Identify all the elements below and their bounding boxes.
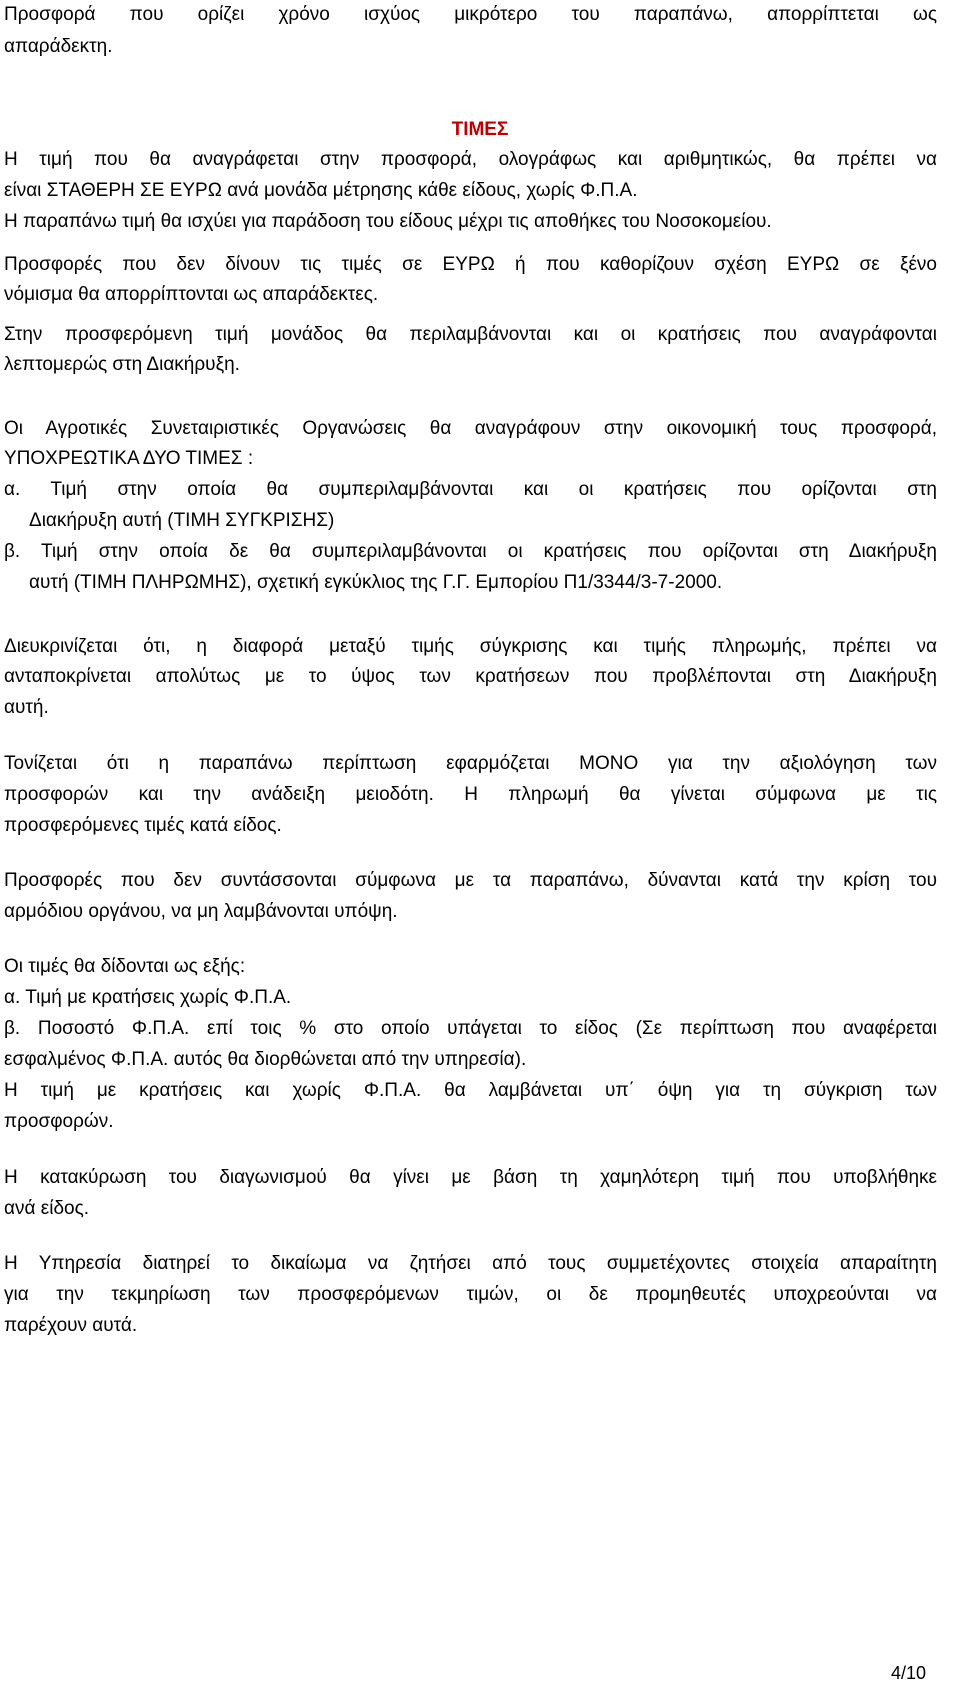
paragraph-cooperatives-line-1: Οι Αγροτικές Συνεταιριστικές Οργανώσεις θα αναγράφουν στην οικονομική τους προσφορά,: [4, 418, 937, 439]
paragraph-emphasis-line-2: προσφορών και την ανάδειξη μειοδότη. Η πληρωμή θα γίνεται σύμφωνα με τις: [4, 784, 937, 805]
paragraph-deductions-line-2: λεπτομερώς στη Διακήρυξη.: [4, 354, 240, 375]
item-a-comparison-line-2: Διακήρυξη αυτή (ΤΙΜΗ ΣΥΓΚΡΙΣΗΣ): [29, 510, 335, 531]
paragraph-price-format-line-3: β. Ποσοστό Φ.Π.Α. επί τοις % στο οποίο υπάγεται το είδος (Σε περίπτωση που αναφέρεται: [4, 1018, 937, 1039]
paragraph-price-format-line-5: Η τιμή με κρατήσεις και χωρίς Φ.Π.Α. θα λαμβάνεται υπ΄ όψη για τη σύγκριση των: [4, 1080, 937, 1101]
paragraph-noncompliant-line-2: αρμόδιου οργάνου, να μη λαμβάνονται υπόψη.: [4, 901, 398, 922]
paragraph-rights-line-1: Η Υπηρεσία διατηρεί το δικαίωμα να ζητήσει από τους συμμετέχοντες στοιχεία απαραίτητη: [4, 1253, 937, 1274]
paragraph-rights-line-3: παρέχουν αυτά.: [4, 1315, 138, 1336]
paragraph-clarification-line-3: αυτή.: [4, 697, 49, 718]
paragraph-emphasis-line-1: Τονίζεται ότι η παραπάνω περίπτωση εφαρμόζεται ΜΟΝΟ για την αξιολόγηση των: [4, 753, 937, 774]
paragraph-price-fixed-line-2: είναι ΣΤΑΘΕΡΗ ΣΕ ΕΥΡΩ ανά μονάδα μέτρησης κάθε είδους, χωρίς Φ.Π.Α.: [4, 180, 638, 201]
paragraph-currency-line-2: νόμισμα θα απορρίπτονται ως απαράδεκτες.: [4, 284, 379, 305]
paragraph-award-line-1: Η κατακύρωση του διαγωνισμού θα γίνει με βάση τη χαμηλότερη τιμή που υποβλήθηκε: [4, 1167, 937, 1188]
item-b-payment-line-2: αυτή (ΤΙΜΗ ΠΛΗΡΩΜΗΣ), σχετική εγκύκλιος της Γ.Γ. Εμπορίου Π1/3344/3-7-2000.: [29, 572, 723, 593]
paragraph-offer-validity-line-1: Προσφορά που ορίζει χρόνο ισχύος μικρότερο του παραπάνω, απορρίπτεται ως: [4, 4, 937, 25]
page-number: 4/10: [890, 1663, 926, 1683]
paragraph-price-format-line-2: α. Τιμή με κρατήσεις χωρίς Φ.Π.Α.: [4, 987, 292, 1008]
prices-heading: ΤΙΜΕΣ: [451, 119, 509, 140]
paragraph-price-format-line-1: Οι τιμές θα δίδονται ως εξής:: [4, 956, 246, 977]
paragraph-noncompliant-line-1: Προσφορές που δεν συντάσσονται σύμφωνα με τα παραπάνω, δύνανται κατά την κρίση του: [4, 870, 937, 891]
paragraph-offer-validity-line-2: απαράδεκτη.: [4, 36, 113, 57]
paragraph-price-format-line-6: προσφορών.: [4, 1111, 114, 1132]
paragraph-deductions-line-1: Στην προσφερόμενη τιμή μονάδος θα περιλαμβάνονται και οι κρατήσεις που αναγράφονται: [4, 324, 937, 345]
paragraph-currency-line-1: Προσφορές που δεν δίνουν τις τιμές σε ΕΥΡΩ ή που καθορίζουν σχέση ΕΥΡΩ σε ξένο: [4, 254, 937, 275]
paragraph-clarification-line-2: ανταποκρίνεται απολύτως με το ύψος των κρατήσεων που προβλέπονται στη Διακήρυξη: [4, 666, 937, 687]
paragraph-cooperatives-line-2: ΥΠΟΧΡΕΩΤΙΚΑ ΔΥΟ ΤΙΜΕΣ :: [4, 448, 254, 469]
paragraph-clarification-line-1: Διευκρινίζεται ότι, η διαφορά μεταξύ τιμής σύγκρισης και τιμής πληρωμής, πρέπει να: [4, 636, 937, 657]
item-b-payment-line-1: β. Τιμή στην οποία δε θα συμπεριλαμβάνονται οι κρατήσεις που ορίζονται στη Διακήρυξη: [4, 541, 937, 562]
paragraph-emphasis-line-3: προσφερόμενες τιμές κατά είδος.: [4, 815, 282, 836]
paragraph-delivery-line-1: Η παραπάνω τιμή θα ισχύει για παράδοση του είδους μέχρι τις αποθήκες του Νοσοκομείου.: [4, 211, 772, 232]
paragraph-award-line-2: ανά είδος.: [4, 1198, 90, 1219]
paragraph-price-format-line-4: εσφαλμένος Φ.Π.Α. αυτός θα διορθώνεται από την υπηρεσία).: [4, 1049, 527, 1070]
item-a-comparison-line-1: α. Τιμή στην οποία θα συμπεριλαμβάνονται και οι κρατήσεις που ορίζονται στη: [4, 479, 937, 500]
paragraph-rights-line-2: για την τεκμηρίωση των προσφερόμενων τιμών, οι δε προμηθευτές υποχρεούνται να: [4, 1284, 937, 1305]
paragraph-price-fixed-line-1: Η τιμή που θα αναγράφεται στην προσφορά, ολογράφως και αριθμητικώς, θα πρέπει να: [4, 149, 937, 170]
